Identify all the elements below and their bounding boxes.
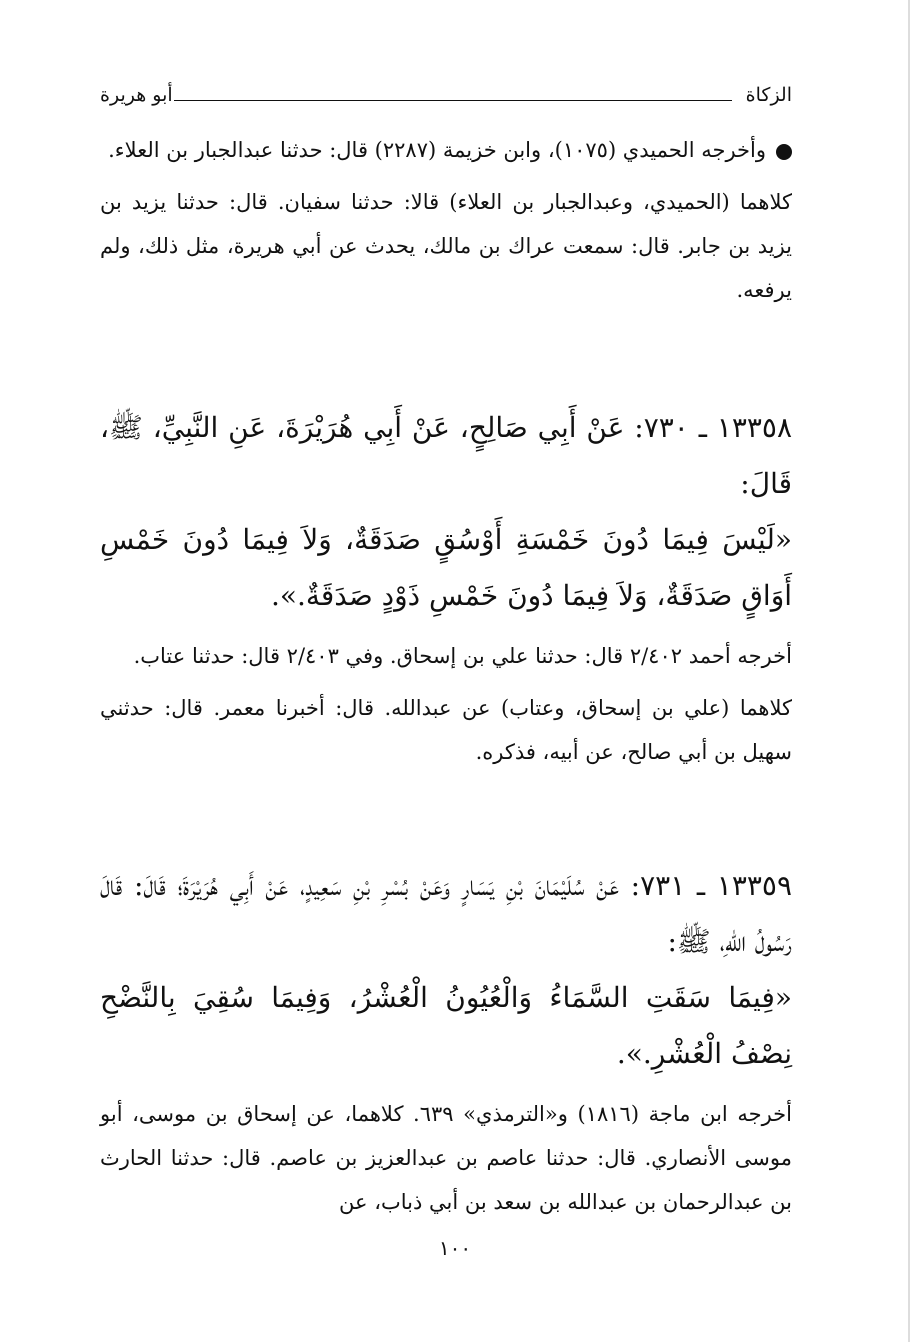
section-title: أبو هريرة [100, 84, 173, 106]
hadith-text: «فِيمَا سَقَتِ السَّمَاءُ وَالْعُيُونُ الْعُشْرُ، وَفِيمَا سُقِيَ بِالنَّضْحِ نِصْفُ الْعُشْرِ.». [100, 981, 792, 1070]
hadith-intro: ١٣٣٥٨ ـ ٧٣٠: عَنْ أَبِي صَالِحٍ، عَنْ أَبِي هُرَيْرَةَ، عَنِ النَّبِيِّ، ﷺ، قَالَ: [100, 411, 792, 500]
hadith-intro: ١٣٣٥٩ ـ ٧٣١: عَنْ سُلَيْمَانَ بْنِ يَسَارٍ وَعَنْ بُسْرِ بْنِ سَعِيدٍ، عَنْ أَبِي هُرَيْرَةَ؛ قَالَ: قَالَ رَسُولُ اللهِ، ﷺ: [100, 869, 792, 958]
takhrij-paragraph: كلاهما (علي بن إسحاق، وعتاب) عن عبدالله. قال: أخبرنا معمر. قال: حدثني سهيل بن أبي صالح، عن أبيه، فذكره. [100, 696, 792, 764]
running-header [100, 84, 792, 116]
takhrij-paragraph [100, 128, 792, 172]
hadith-731 [100, 858, 792, 1082]
takhrij-block-731 [100, 1092, 792, 1224]
takhrij-text: وأخرجه الحميدي (١٠٧٥)، وابن خزيمة (٢٢٨٧) قال: حدثنا عبدالجبار بن العلاء. [108, 138, 766, 162]
takhrij-paragraph: كلاهما (الحميدي، وعبدالجبار بن العلاء) قالا: حدثنا سفيان. قال: حدثنا يزيد بن يزيد بن جابر. قال: سمعت عراك بن مالك، يحدث عن أبي هريرة، مثل ذلك، ولم يرفعه. [100, 190, 792, 302]
takhrij-block-1 [100, 128, 792, 312]
hadith-730 [100, 400, 792, 624]
takhrij-paragraph: أخرجه أحمد ٢/٤٠٢ قال: حدثنا علي بن إسحاق. وفي ٢/٤٠٣ قال: حدثنا عتاب. [133, 644, 792, 668]
page-number: ١٠٠ [438, 1236, 472, 1260]
takhrij-block-730 [100, 634, 792, 774]
hadith-text: «لَيْسَ فِيمَا دُونَ خَمْسَةِ أَوْسُقٍ صَدَقَةٌ، وَلاَ فِيمَا دُونَ خَمْسِ أَوَاقٍ صَدَقَةٌ، وَلاَ فِيمَا دُونَ خَمْسِ ذَوْدٍ صَدَقَةٌ.». [100, 523, 793, 612]
takhrij-paragraph: أخرجه ابن ماجة (١٨١٦) و«الترمذي» ٦٣٩. كلاهما، عن إسحاق بن موسى، أبو موسى الأنصاري. قال: حدثنا عاصم بن عبدالعزيز بن عاصم. قال: حدثنا الحارث بن عبدالرحمان بن عبدالله بن سعد بن أبي ذباب، عن [100, 1102, 793, 1214]
header-rule [174, 100, 732, 101]
bullet-icon [776, 144, 792, 160]
chapter-title: الزكاة [745, 84, 792, 106]
